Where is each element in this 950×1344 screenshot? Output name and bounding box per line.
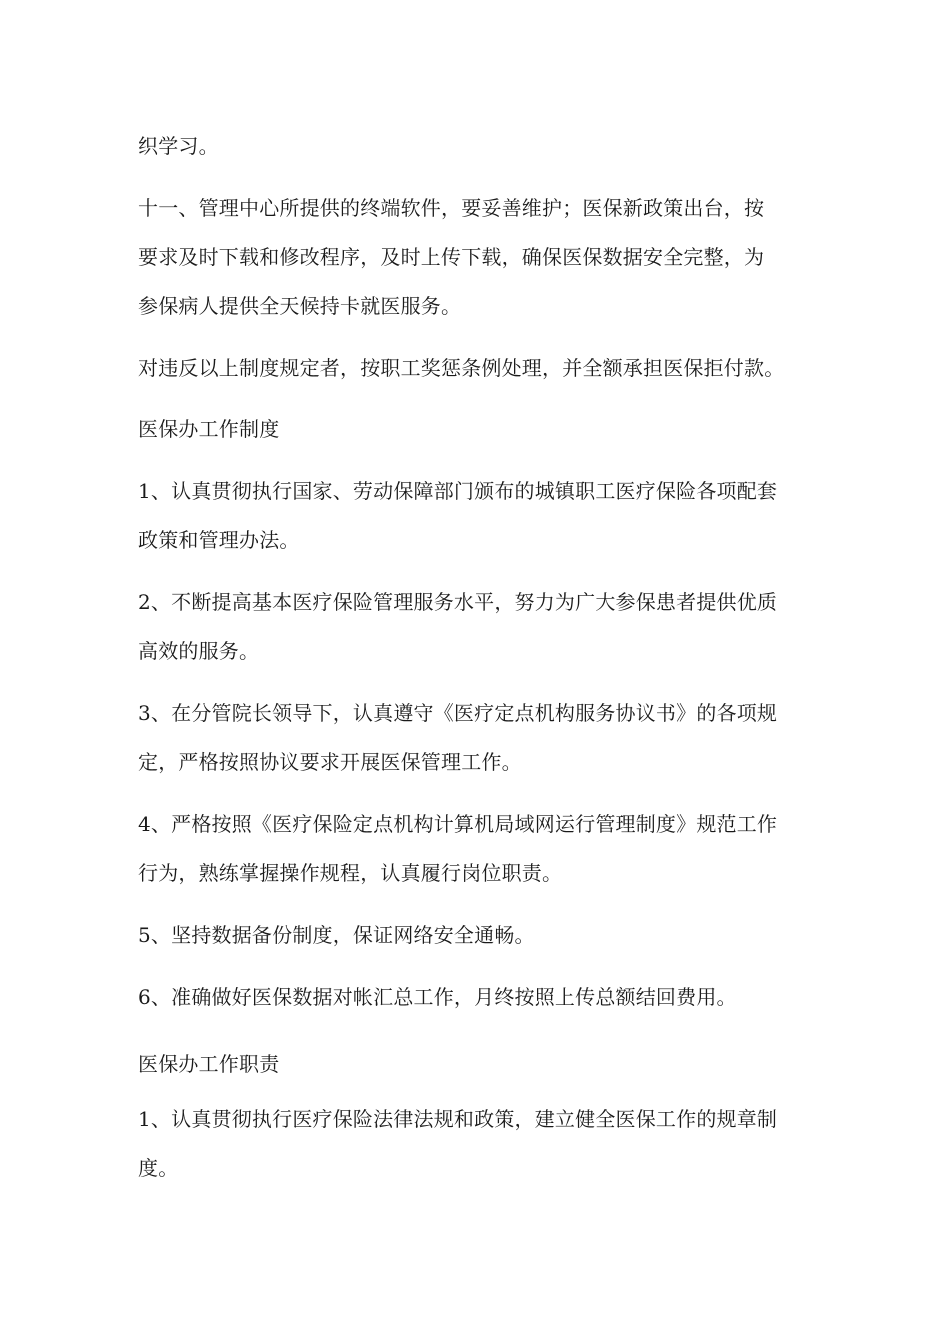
text-line-rule-6: 6、准确做好医保数据对帐汇总工作，月终按照上传总额结回费用。: [138, 985, 737, 1009]
text-line-penalty: 对违反以上制度规定者，按职工奖惩条例处理，并全额承担医保拒付款。: [138, 356, 785, 380]
text-line-item-11: 十一、管理中心所提供的终端软件，要妥善维护；医保新政策出台，按: [138, 196, 765, 220]
text-line-rule-2: 2、不断提高基本医疗保险管理服务水平，努力为广大参保患者提供优质: [138, 590, 778, 614]
text-line-rule-1: 1、认真贯彻执行国家、劳动保障部门颁布的城镇职工医疗保险各项配套: [138, 479, 778, 503]
section-heading-system: 医保办工作制度: [138, 417, 280, 441]
text-line-item-11-cont-1: 要求及时下载和修改程序，及时上传下载，确保医保数据安全完整，为: [138, 245, 765, 269]
text-line-item-11-cont-2: 参保病人提供全天候持卡就医服务。: [138, 294, 462, 318]
text-line-rule-3-cont: 定，严格按照协议要求开展医保管理工作。: [138, 750, 522, 774]
text-line-rule-2-cont: 高效的服务。: [138, 639, 260, 663]
text-line-duty-1: 1、认真贯彻执行医疗保险法律法规和政策，建立健全医保工作的规章制: [138, 1107, 778, 1131]
text-line-rule-4: 4、严格按照《医疗保险定点机构计算机局域网运行管理制度》规范工作: [138, 812, 778, 836]
text-line-rule-3: 3、在分管院长领导下，认真遵守《医疗定点机构服务协议书》的各项规: [138, 701, 778, 725]
text-line-continuation: 织学习。: [138, 134, 219, 158]
text-line-rule-1-cont: 政策和管理办法。: [138, 528, 300, 552]
text-line-rule-5: 5、坚持数据备份制度，保证网络安全通畅。: [138, 923, 535, 947]
text-line-duty-1-cont: 度。: [138, 1156, 179, 1180]
section-heading-duties: 医保办工作职责: [138, 1052, 280, 1076]
text-line-rule-4-cont: 行为，熟练掌握操作规程，认真履行岗位职责。: [138, 861, 563, 885]
